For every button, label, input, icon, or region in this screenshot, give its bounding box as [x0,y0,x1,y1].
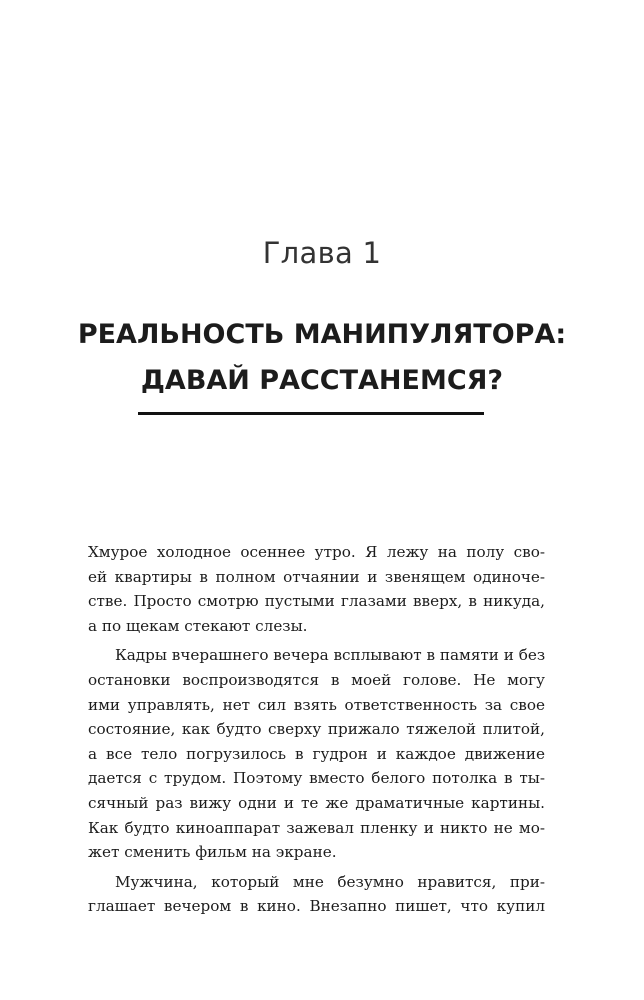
text-line: сячный раз вижу одни и те же драматичные картины. [88,793,545,812]
title-divider [138,412,484,415]
text-line: дается с трудом. Поэтому вместо белого потолка в ты- [88,769,545,788]
text-line: Как будто киноаппарат зажевал пленку и никто не мо- [88,818,545,837]
chapter-title-line: ДАВАЙ РАССТАНЕМСЯ? [140,365,504,396]
text-line: глашает вечером в кино. Внезапно пишет, что купил [88,897,545,916]
body-text [88,540,545,919]
text-line: а по щекам стекают слезы. [88,616,308,635]
text-line: ими управлять, нет сил взять ответственность за свое [88,695,545,714]
text-line: стве. Просто смотрю пустыми глазами вверх, в никуда, [88,592,545,611]
chapter-label: Глава 1 [262,236,382,270]
chapter-title [40,312,604,404]
text-line: Мужчина, который мне безумно нравится, при- [115,872,545,891]
paragraph [88,643,545,864]
paragraph [88,870,545,919]
text-line: Хмурое холодное осеннее утро. Я лежу на полу сво- [88,543,545,561]
chapter-title-line: РЕАЛЬНОСТЬ МАНИПУЛЯТОРА: [77,319,567,350]
paragraph [88,540,545,638]
text-line: жет сменить фильм на экране. [88,843,337,862]
text-line: ей квартиры в полном отчаянии и звенящем одиноче- [88,567,545,586]
text-line: состояние, как будто сверху прижало тяжелой плитой, [88,720,545,739]
text-line: Кадры вчерашнего вечера всплывают в памяти и без [115,646,546,665]
text-line: а все тело погрузилось в гудрон и каждое движение [88,744,545,763]
text-line: остановки воспроизводятся в моей голове. Не могу [88,670,545,689]
